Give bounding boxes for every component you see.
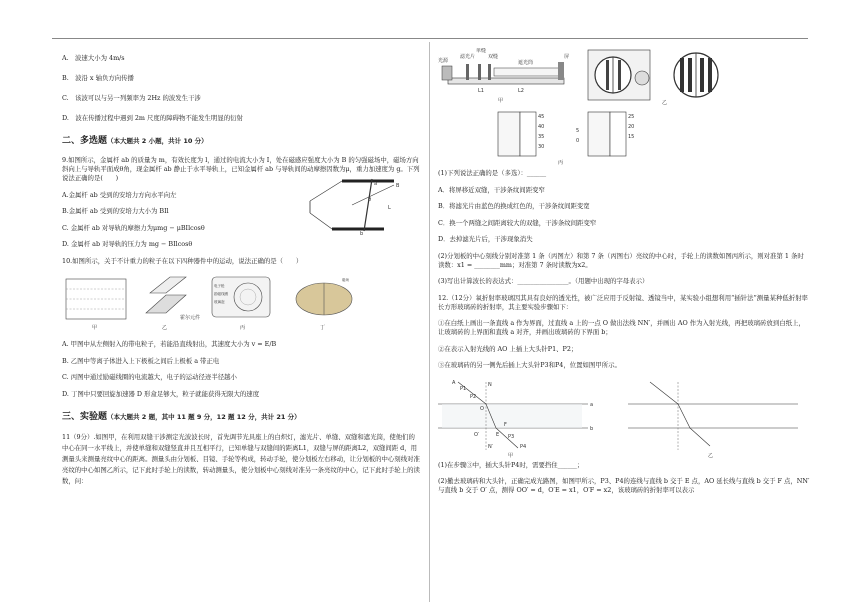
device-bing — [212, 277, 270, 331]
fringe-view — [662, 53, 718, 106]
lbl-F: F — [504, 421, 507, 428]
lbl-fig-jia: 甲 — [508, 452, 514, 458]
fig-coil: 励磁线圈 — [214, 292, 228, 296]
column-divider — [429, 42, 430, 602]
q12-sub1: (1)在步骤③中，插大头针P4时，需要挡住______； — [438, 460, 584, 469]
micrometer-right — [558, 112, 634, 166]
section2-heading — [62, 137, 420, 146]
lbl-L1: L1 — [478, 88, 484, 94]
device-ding — [296, 277, 352, 331]
field-line — [352, 185, 394, 205]
q11-sub1-d: D．去掉滤光片后，干涉现象消失 — [438, 235, 533, 243]
left-column — [62, 54, 420, 494]
lbl-filter: 滤光片 — [460, 54, 476, 60]
lbl-jia: 甲 — [498, 98, 504, 104]
scale-25: 25 — [628, 114, 635, 120]
q12-step1: ①在白纸上画出一条直线 a 作为界面，过直线 a 上的一点 O 做出法线 NN′，并画出 AO 作为入射光线，再把玻璃砖放到白纸上，让玻璃砖的上界面和直线 a 对齐，并画出玻璃砖的下界面 b； — [438, 319, 805, 336]
q9-option-a: A.金属杆 ab 受到的安培力方向水平向左 — [62, 190, 177, 199]
lbl-single: 单缝 — [476, 48, 487, 54]
q9-options — [62, 191, 302, 257]
q9-option-c: C. 金属杆 ab 对导轨的摩擦力为μmg − μBIlcosθ — [62, 223, 205, 232]
q11-sub1-c: C．换一个两缝之间距离较大的双缝，干涉条纹间距变窄 — [438, 218, 597, 227]
fig-ding: 丁 — [320, 325, 326, 331]
q9-body — [62, 180, 420, 257]
refraction-yi — [628, 382, 798, 458]
device-jia — [66, 279, 126, 331]
label-L: L — [388, 204, 391, 211]
lbl-double: 双缝 — [488, 54, 499, 60]
fig-field: 磁场 — [342, 278, 349, 282]
fig-gun: 电子枪 — [214, 284, 225, 288]
wire-bottom — [310, 213, 332, 229]
optical-bench — [438, 48, 569, 104]
q9-stem: 9.如图所示，金属杆 ab 的质量为 m，有效长度为 l，通过的电流大小为 I，处在磁感应强度大小为 B 的匀强磁场中，磁场方向斜向上与导轨平面成θ角，现金属杆 ab 静止于水平导轨上，已知金属杆 ab 与导轨间的动摩擦因数为μ，重力加速度为 g。下列说法正确的是( ) — [62, 156, 420, 182]
lbl-L2: L2 — [518, 88, 524, 94]
light-source — [442, 66, 452, 80]
fig-jia: 甲 — [92, 325, 98, 331]
screen — [558, 62, 564, 80]
q11-sub3: (3)写出计算波长的表达式：________________。（用题中出现的字母表示） — [438, 277, 649, 285]
micrometer-left — [498, 112, 544, 156]
shade-tube — [494, 68, 560, 76]
section3-heading — [62, 413, 420, 422]
q11-sub2: (2)分划板的中心刻线分别对准第 1 条（丙图左）和第 7 条（丙图右）亮纹的中心时，手轮上的读数如图丙所示，则对准第 1 条时读数：x1 = ________mm；对准第 7 条时读数为x2。 — [438, 251, 804, 269]
eyepiece-view — [588, 50, 650, 100]
lbl-yi: 乙 — [662, 100, 668, 106]
scale-5: 5 — [576, 128, 580, 134]
section2-title: 二、多选题 — [62, 136, 108, 146]
lbl-A: A — [452, 379, 456, 386]
q12-step3: ③在玻璃砖的另一侧先后插上大头针P3和P4，位置如图甲所示。 — [438, 361, 621, 369]
scale-40: 40 — [538, 124, 545, 130]
lbl-tube: 遮光筒 — [518, 60, 534, 66]
q12-step2: ②在表示入射光线的 AO 上插上大头针P1、P2； — [438, 344, 578, 353]
label-B: B — [396, 182, 400, 189]
lbl-N: N — [488, 381, 492, 388]
lbl-P3: P3 — [508, 433, 515, 440]
wire-top — [310, 181, 342, 201]
q12-refraction-figure — [438, 378, 810, 458]
double-slit — [488, 64, 491, 80]
q12-sub2: (2)撤去玻璃砖和大头针，正确完成光路图，如图甲所示，P3、P4的连线与直线 b 交于 E 点，AO 延长线与直线 b 交于 F 点，NN′ 与直线 b 交于 O′ 点，测得 OO′ = d，O′E = x1，O′F = x2，该玻璃砖的折射率可以表示 — [438, 477, 810, 494]
lbl-Oprime: O′ — [474, 431, 480, 438]
label-theta: θ — [368, 196, 372, 203]
lbl-source: 光源 — [438, 58, 449, 64]
q12-stem: 12.（12分）氧折射率玻璃因其具有良好的透光性，被广泛应用于反射镜、透镜当中，某实验小组想利用“插针法”测量某种低折射率长方形玻璃砖的折射率，其主要实验步骤如下： — [438, 293, 808, 311]
q9-rail-figure — [302, 175, 412, 237]
rod-ab — [364, 179, 372, 231]
lbl-bing: 丙 — [558, 160, 564, 166]
refraction-jia — [438, 380, 593, 458]
lbl-P4: P4 — [520, 443, 527, 450]
scale-45: 45 — [538, 114, 545, 120]
lbl-fig-yi: 乙 — [708, 452, 714, 458]
lbl-Nprime: N′ — [488, 443, 493, 450]
lbl-P1: P1 — [460, 385, 467, 392]
fig-hall: 霍尔元件 — [180, 315, 201, 321]
lbl-a: a — [590, 401, 594, 408]
q8-option-c: C. 该波可以与另一列频率为 2Hz 的波发生干涉 — [62, 94, 201, 102]
q10-option-b: B. 乙图中等离子体进入上下极板之间后上极板 a 带正电 — [62, 356, 220, 365]
lbl-b: b — [590, 425, 594, 432]
single-slit — [478, 64, 481, 80]
q8-option-a: A. 波速大小为 4m/s — [62, 54, 125, 62]
lbl-O: O — [480, 405, 484, 412]
q11-stem: 11（9分）.如图甲，在利用双缝干涉测定光波波长时，首先调节光具座上的白炽灯，滤光片、单缝、双缝和遮光筒，使他们的中心在同一水平线上，并使单缝和双缝竖直并且互相平行，已知单缝与双缝间的距离L1，双缝与屏的距离L2，双缝间距 d，用测量头来测量亮纹中心的距离。测量头由分划板、目镜、手轮等构成，转动手轮，使分划板左右移动，让分划板的中心刻线对准亮纹的中心如图乙所示，记下此时手轮上的读数，转动测量头，使分划板中心刻线对准另一条亮纹的中心，记下此时手轮上的读数，问： — [62, 432, 420, 485]
lbl-screen: 屏 — [564, 54, 570, 60]
q10-stem: 10.如图所示，关于不计重力的粒子在以下四种器件中的运动，说法正确的是（ ） — [62, 256, 303, 265]
q10-option-d: D. 丁图中只要回旋加速器 D 形盒足够大，粒子就能获得无限大的速度 — [62, 389, 260, 398]
scale-20: 20 — [628, 124, 635, 130]
scale-15: 15 — [628, 134, 635, 140]
scale-0: 0 — [576, 138, 580, 144]
lbl-P2: P2 — [470, 393, 477, 400]
q8-option-d: D. 波在传播过程中遇到 2m 尺度的障碍物不能发生明显的衍射 — [62, 114, 243, 122]
q10-option-c: C. 丙图中通过励磁线圈的电流越大，电子的运动径迹半径越小 — [62, 373, 237, 381]
fig-bing: 丙 — [240, 325, 246, 331]
label-a: a — [374, 180, 378, 187]
q11-apparatus-figure — [438, 48, 810, 166]
fig-bulb: 玻璃泡 — [214, 300, 225, 304]
q10-devices-figure — [62, 273, 362, 333]
filter — [466, 64, 469, 80]
q9-option-b: B.金属杆 ab 受到的安培力大小为 BIl — [62, 207, 169, 215]
q8-option-b: B. 波沿 x 轴负方向传播 — [62, 74, 134, 82]
section3-title: 三、实验题 — [62, 411, 108, 422]
q11-sub1-b: B．将滤光片由蓝色的换成红色的，干涉条纹间距变宽 — [438, 202, 590, 210]
q9-option-d: D. 金属杆 ab 对导轨的压力为 mg − BIlcosθ — [62, 240, 193, 248]
header-rule — [52, 38, 808, 39]
q11-sub1: (1)下列说法正确的是（多选）：______ — [438, 169, 547, 177]
scale-30: 30 — [538, 144, 545, 150]
device-yi — [146, 277, 200, 331]
q11-sub1-a: A．将屏移近双缝，干涉条纹间距变窄 — [438, 185, 545, 194]
lbl-E: E — [496, 431, 500, 438]
label-b: b — [360, 230, 364, 237]
section3-note: （本大题共 2 题，其中 11 题 9 分，12 题 12 分，共计 21 分） — [107, 412, 301, 421]
fig-yi: 乙 — [162, 325, 168, 331]
section2-note: （本大题共 2 小题，共计 10 分） — [107, 137, 208, 145]
right-column — [438, 48, 810, 503]
scale-35: 35 — [538, 134, 545, 140]
q10-option-a: A. 甲图中从左侧射入的带电粒子，若能沿直线射出，其速度大小为 v = E/B — [62, 340, 277, 348]
